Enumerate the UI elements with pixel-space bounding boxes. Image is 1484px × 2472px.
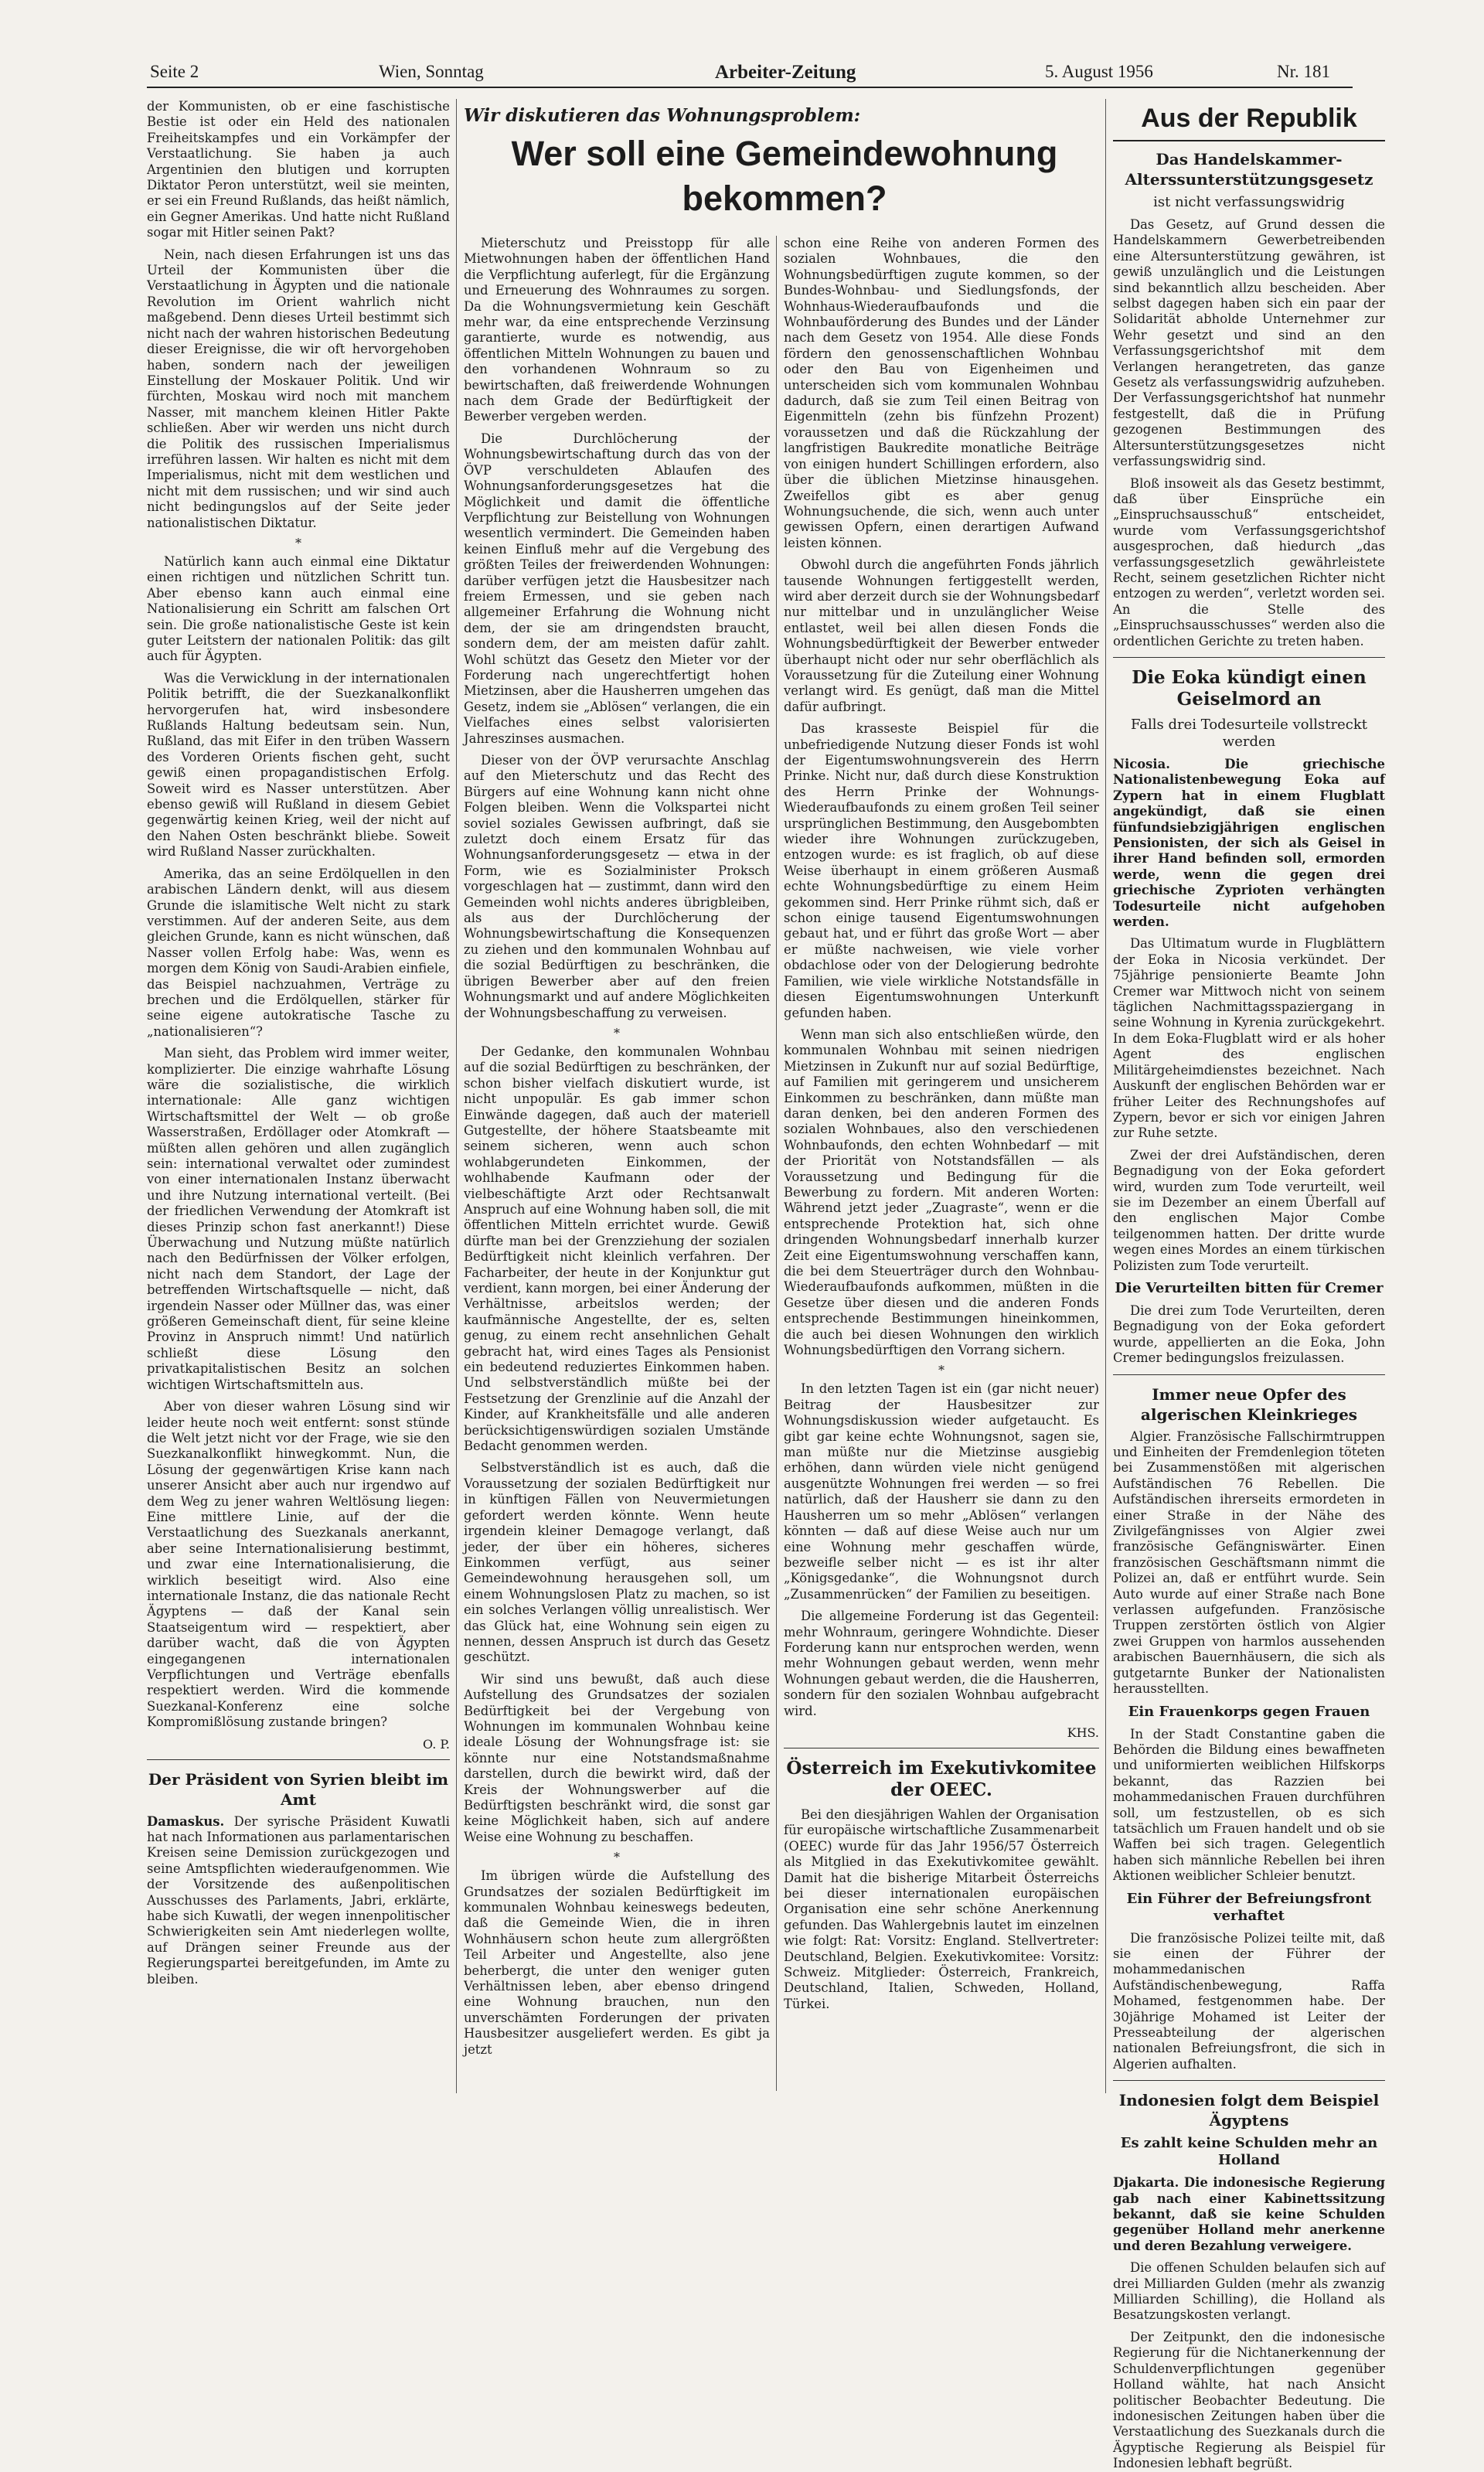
paragraph: Der Zeitpunkt, den die indonesische Regierung für die Nichtanerkennung der Schuldenverpflichtungen gegenüber Holland wählte, hat nach Ansicht politischer Beobachter Bedeutung. Die indonesischen Zeitungen haben über die Verstaatlichung des Suezkanals durch die Ägyptische Regierung als Beispiel für Indonesien lebhaft begrüßt. bbox=[1113, 2329, 1385, 2471]
subline-eoka: Falls drei Todesurteile vollstreckt werden bbox=[1130, 716, 1368, 750]
paragraph: Man sieht, das Problem wird immer weiter, komplizierter. Die einzige wahrhafte Lösung wäre die sozialistische, die wirklich internationale: Alle ganz wichtigen Wirtschaftsmittel der Welt — ob große Wasserstraßen, Erdöllager oder Atomkraft — müßten allen gehören und allen zugänglich sein: international verwaltet oder zumindest von einer internationalen Instanz überwacht und ihre Nutzung international verteilt. (Bei der friedlichen Verwendung der Atomkraft ist dieses Prinzip schon fast anerkannt!) Diese Überwachung und Nutzung müßte natürlich nach den Bedürfnissen der Völker erfolgen, nicht nach dem Standort, der Lage der betreffenden Wirtschaftsquelle — nicht, daß irgendein Nasser oder Müllner das, was einer größeren Gemeinschaft dient, für seine kleine Provinz in Anspruch nimmt! Und natürlich schließt diese Lösung den privatkapitalistischen Besitz an solchen wichtigen Wirtschaftsmitteln aus. bbox=[147, 1046, 450, 1392]
paragraph: Wir sind uns bewußt, daß auch diese Aufstellung des Grundsatzes der sozialen Bedürftigkeit bei der Vergebung von Wohnungen im kommunalen Wohnbau keine ideale Lösung der Wohnungsfrage ist: sie könnte nur eine Notstandsmaßnahme darstellen, durch die bewirkt wird, daß der Kreis der Wohnungswerber auf die Bedürftigsten beschränkt wird, die sonst gar keine Möglichkeit haben, sich auf andere Weise eine Wohnung zu beschaffen. bbox=[464, 1671, 770, 1844]
article-headline: Wer soll eine Gemeindewohnung bekommen? bbox=[511, 134, 1058, 218]
paragraph: schon eine Reihe von anderen Formen des sozialen Wohnbaues, die den Wohnungsbedürftigen zugute kommen, so der Bundes-Wohnbau- und Siedlungsfonds, der Wohnhaus-Wiederaufbaufonds und die Wohnbauförderung des Bundes und der Länder nach dem Gesetz von 1954. Alle diese Fonds fördern den genossenschaftlichen Wohnbau oder den Bau von Eigenheimen und unterscheiden sich vom kommunalen Wohnbau dadurch, daß sie zum Teil einen Beitrag von Eigenmitteln (zehn bis fünfzehn Prozent) voraussetzen und daß die Rückzahlung der langfristigen Baukredite monatliche Beiträge von einigen hundert Schillingen erfordern, also über die üblichen Mietzinse hinausgehen. Zweifellos gibt es aber genug Wohnungsuchende, die sich, wenn auch unter gewissen Opfern, einen derartigen Aufwand leisten können. bbox=[784, 236, 1099, 550]
headline-frauenkorps: Ein Frauenkorps gegen Frauen bbox=[1128, 1703, 1370, 1720]
page-number: Seite 2 bbox=[150, 62, 199, 81]
paragraph: Die offenen Schulden belaufen sich auf drei Milliarden Gulden (mehr als zwanzig Milliarden Schilling), die Holland als Besatzungskosten verlangt. bbox=[1113, 2260, 1385, 2323]
divider bbox=[1113, 2080, 1385, 2081]
column-1 bbox=[147, 99, 450, 2093]
divider bbox=[147, 1759, 450, 1760]
article-kicker: Wir diskutieren das Wohnungsproblem: bbox=[464, 105, 861, 126]
column-2 bbox=[464, 236, 770, 2091]
column-rule bbox=[456, 99, 457, 2093]
lead-paragraph: Djakarta. Die indonesische Regierung gab nach einer Kabinettssitzung bekannt, daß sie keine Schulden gegenüber Holland mehr anerkenne und deren Bezahlung verweigere. bbox=[1113, 2175, 1385, 2253]
divider bbox=[1113, 657, 1385, 658]
main-article-header bbox=[464, 105, 1105, 235]
paragraph: Die französische Polizei teilte mit, daß sie einen der Führer der mohammedanischen Aufständischenbewegung, Raffa Mohamed, festgenommen habe. Der 30jährige Mohamed ist Leiter der Presseabteilung der algerischen nationalen Befreiungsfront, die sich in Algerien aufhalten. bbox=[1113, 1930, 1385, 2072]
headline-syria: Der Präsident von Syrien bleibt im Amt bbox=[148, 1769, 449, 1809]
paragraph: Natürlich kann auch einmal eine Diktatur einen richtigen und nützlichen Schritt tun. Aber ebenso kann auch einmal eine Nationalisierung ein Schritt am falschen Ort sein. Die große nationalistische Geste ist kein guter Leitstern der nationalen Politik: das gilt auch für Ägypten. bbox=[147, 553, 450, 664]
paragraph: Das krasseste Beispiel für die unbefriedigende Nutzung dieser Fonds ist wohl der Eigentumswohnungsverein des Herrn Prinke. Nicht nur, daß durch diese Konstruktion des Herrn Prinke der Wohnungs-Wiederaufbaufonds zu einem großen Teil seiner ursprünglichen Bestimmung, den Ausgebombten wieder ihre Wohnungen zurückzugeben, entzogen wurde: es ist fraglich, ob auf diese Weise überhaupt in einem größeren Ausmaß echte Wohnungsbedürftige zu einem Heim gekommen sind. Herr Prinke rühmt sich, daß er schon einige tausend Eigentumswohnungen gebaut hat, und er führt das große Wort — aber er müßte nachweisen, wie viele vorher obdachlose oder von der Delogierung bedrohte Familien, wie viele wirkliche Notstandsfälle in diesen Eigentumswohnungen Unterkunft gefunden haben. bbox=[784, 721, 1099, 1020]
subheadline-eoka: Die Verurteilten bitten für Cremer bbox=[1115, 1279, 1384, 1296]
lead-paragraph: Nicosia. Die griechische Nationalistenbewegung Eoka auf Zypern hat in einem Flugblatt angekündigt, daß sie einen fünfundsiebzigjährigen englischen Pensionisten, der sich als Geisel in ihrer Hand befinden soll, ermorden werde, wenn die gegen drei griechische Zyprioten verhängten Todesurteile nicht aufgehoben werden. bbox=[1113, 756, 1385, 930]
headline-indonesia: Indonesien folgt dem Beispiel Ägyptens bbox=[1118, 2091, 1380, 2130]
separator-star: * bbox=[938, 1363, 945, 1378]
subline-indonesia: Es zahlt keine Schulden mehr an Holland bbox=[1120, 2135, 1378, 2169]
paragraph: Obwohl durch die angeführten Fonds jährlich tausende Wohnungen fertiggestellt werden, wird aber derzeit durch sie der Wohnungsbedarf nur mittelbar und in unzulänglicher Weise entlastet, weil bei allen diesen Fonds die Wohnungsbedürftigkeit der Bewerber entweder überhaupt nicht oder nur sehr oberflächlich als Voraussetzung für die Zuteilung einer Wohnung verlangt wird. Es genügt, daß man die Mittel dafür aufbringt. bbox=[784, 557, 1099, 714]
city-day: Wien, Sonntag bbox=[379, 62, 484, 81]
paragraph: Amerika, das an seine Erdölquellen in den arabischen Ländern denkt, will aus diesem Grunde die islamitische Welt nicht zu stark verstimmen. Auf der anderen Seite, aus dem gleichen Grunde, kann es nicht wünschen, daß Nasser vollen Erfolg habe: Was, wenn es morgen dem König von Saudi-Arabien einfiele, das Beispiel nachzuahmen, Verträge zu brechen und die Erdölquellen, stärker für seine eigene autokratische Tasche zu „nationalisieren“? bbox=[147, 866, 450, 1039]
syria-body: Der syrische Präsident Kuwatli hat nach Informationen aus parlamentarischen Kreisen seine Demission zurückgezogen und seine Amtspflichten wiederaufgenommen. Wie der Vorsitzende des außenpolitischen Ausschusses des Parlaments, Jabri, erklärte, habe sich Kuwatli, der wegen innenpolitischer Schwierigkeiten sein Amt niederlegen wollte, auf Drängen seiner Freunde aus der Regierungspartei bereitgefunden, im Amte zu bleiben. bbox=[147, 1813, 450, 1987]
dateline: Damaskus. bbox=[147, 1813, 225, 1829]
column-rule bbox=[776, 236, 777, 2091]
separator-star: * bbox=[614, 1850, 620, 1865]
signature: KHS. bbox=[1067, 1725, 1099, 1740]
column-4 bbox=[1113, 99, 1385, 2471]
issue-date: 5. August 1956 bbox=[1045, 62, 1153, 81]
paragraph: Was die Verwicklung in der internationalen Politik betrifft, die der Suezkanalkonflikt hervorgerufen hat, wird insbesondere Rußlands Haltung bedeutsam sein. Nun, Rußland, das mit Eifer in den trüben Wassern des Vorderen Orients fischen geht, sucht gewiß einen propagandistischen Erfolg. Soweit wird es Nasser unterstützen. Aber ebenso gewiß will Rußland in diesem Gebiet gegenwärtig keinen Krieg, weil der nicht auf den Nahen Osten beschränkt bliebe. Soweit wird Rußland Nasser zurückhalten. bbox=[147, 670, 450, 860]
signature: O. P. bbox=[423, 1736, 450, 1752]
paragraph: Selbstverständlich ist es auch, daß die Voraussetzung der sozialen Bedürftigkeit nur in künftigen Fällen von Neuvermietungen gefordert werden könnte. Wenn heute irgendein kleiner Demagoge verlangt, daß jeder, der über ein höheres, sicheres Einkommen verfügt, aus seiner Gemeindewohnung herausgehen soll, um einem Wohnungslosen Platz zu machen, so ist ein solches Verlangen völlig unrealistisch. Wer das Glück hat, eine Wohnung sein eigen zu nennen, dessen Anspruch ist durch das Gesetz geschützt. bbox=[464, 1460, 770, 1665]
paragraph: Wenn man sich also entschließen würde, den kommunalen Wohnbau mit seinen niedrigen Mietzinsen in Zukunft nur auf sozial Bedürftige, auf Familien mit geringerem und unsicherem Einkommen zu beschränken, dann müßte man daran denken, bei den anderen Formen des sozialen Wohnbaues, also den verschiedenen Wohnbaufonds, den echten Wohnbedarf — mit der Priorität von Notstandsfällen — als Voraussetzung und Bedingung für die Bewerbung zu fordern. Mit anderen Worten: Während jetzt jeder „Zuagraste“, wenn er die entsprechende Protektion hat, sich ohne dringenden Wohnungsbedarf innerhalb kurzer Zeit eine Eigentumswohnung verschaffen kann, die bei dem Steuerträger durch den Wohnbau-Wiederaufbaufonds aufkommen, müßten in die Gesetze über diesen und die anderen Fonds entsprechende Bestimmungen hineinkommen, die auch bei diesen Wohnungen den wirklich Wohnungsbedürftigen den Vorrang sichern. bbox=[784, 1027, 1099, 1358]
headline-oeec: Österreich im Exekutivkomitee der OEEC. bbox=[786, 1757, 1097, 1800]
subline-republic: ist nicht verfassungswidrig bbox=[1153, 194, 1345, 210]
paragraph: Das Gesetz, auf Grund dessen die Handelskammern Gewerbetreibenden eine Altersunterstützung gewähren, ist gewiß unzulänglich und die Leistungen sind bekanntlich allzu bescheiden. Aber selbst dagegen haben sich ein paar der Solidarität abholde Unternehmer zur Wehr gesetzt und sind an den Verfassungsgerichtshof mit dem Verlangen herangetreten, das ganze Gesetz als verfassungswidrig aufzuheben. Der Verfassungsgerichtshof hat nunmehr festgestellt, daß die in Prüfung gezogenen Bestimmungen des Altersunterstützungsgesetzes nicht verfassungswidrig sind. bbox=[1113, 217, 1385, 469]
column-rule bbox=[1105, 99, 1106, 2093]
paragraph: In den letzten Tagen ist ein (gar nicht neuer) Beitrag der Hausbesitzer zur Wohnungsdiskussion wieder aufgetaucht. Es gibt gar keine echte Wohnungsnot, sagen sie, man müßte nur die Mietzinse ausgiebig erhöhen, dann würden viele nicht genügend ausgenützte Wohnungen frei werden — so frei natürlich, daß der Hausherr sie dann zu den Hausherren um so mehr „Ablösen“ verlangen könnten — daß auf diese Weise auch nur um eine Wohnung mehr geschaffen würde, bezweifle selber nicht — es ist ihr alter „Königsgedanke“, die Wohnungsnot durch „Zusammenrücken“ der Familien zu beseitigen. bbox=[784, 1381, 1099, 1602]
paragraph: Dieser von der ÖVP verursachte Anschlag auf den Mieterschutz und das Recht des Bürgers auf eine Wohnung kann nicht ohne Folgen bleiben. Wenn die Volkspartei nicht soviel soziales Gewissen aufbringt, daß sie zuletzt doch einem Ersatz für das Wohnungsanforderungsgesetz — etwa in der Form, wie es Sozialminister Proksch vorgeschlagen hat — zustimmt, dann wird den Gemeinden wohl nichts anderes übrigbleiben, als aus der Durchlöcherung der Wohnungsbewirtschaftung die Konsequenzen zu ziehen und den kommunalen Wohnbau auf die sozial Bedürftigen zu beschränken, die übrigen Bewerber aber auf den freien Wohnungsmarkt und auf andere Möglichkeiten der Wohnungsbeschaffung zu verweisen. bbox=[464, 753, 770, 1020]
separator-star: * bbox=[614, 1025, 620, 1040]
headline-fuehrer: Ein Führer der Befreiungsfront verhaftet bbox=[1126, 1890, 1372, 1924]
divider bbox=[1113, 1374, 1385, 1375]
headline-republic: Das Handelskammer-Alterssunterstützungsgesetz bbox=[1125, 150, 1373, 189]
paragraph: Nein, nach diesen Erfahrungen ist uns das Urteil der Kommunisten über die Verstaatlichung in Ägypten und die nationale Revolution im Orient wahrlich nicht maßgebend. Denn dieses Urteil bestimmt sich nicht nach der wahren historischen Bedeutung dieser Ereignisse, die wir oft hervorgehoben haben, sondern nach der jeweiligen Einstellung der Moskauer Politik. Und wir fürchten, Moskau wird noch mit manchem Nasser, mit manchem kleinen Hitler Pakte schließen. Aber wir werden uns nicht durch die Politik des russischen Imperialismus irreführen lassen. Wir halten es nicht mit dem Imperialismus, nicht mit dem westlichen und nicht mit dem russischen; und wir sind auch nicht bedingungslos auf der Seite jeder nationalistischen Diktatur. bbox=[147, 247, 450, 530]
paragraph: Die drei zum Tode Verurteilten, deren Begnadigung von der Eoka gefordert wurde, appellierten an die Eoka, John Cremer bedingungslos freizulassen. bbox=[1113, 1302, 1385, 1366]
masthead bbox=[147, 60, 1353, 88]
paragraph: Aber von dieser wahren Lösung sind wir leider heute noch weit entfernt: sonst stünde die Welt jetzt nicht vor der Frage, wie sie den Suezkanalkonflikt hinwegkommt. Nun, die Lösung der gegenwärtigen Krise kann nach unserer Ansicht aber auch nur irgendwo auf dem Weg zu jener wahren Weltlösung liegen: Eine mittlere Linie, auf der die Verstaatlichung des Suezkanals anerkannt, aber seine Internationalisierung bestimmt, und zwar eine Internationalisierung, die wirklich beseitigt wird. Also eine internationale Instanz, die das nationale Recht Ägyptens — daß der Kanal sein Staatseigentum wird — respektiert, aber darüber wacht, daß die von Ägypten eingegangenen internationalen Verpflichtungen und Verträge ebenfalls respektiert werden. Wird die kommende Suezkanal-Konferenz eine solche Kompromißlösung zustande bringen? bbox=[147, 1399, 450, 1730]
paragraph: Die Durchlöcherung der Wohnungsbewirtschaftung durch das von der ÖVP verschuldeten Ablaufen des Wohnungsanforderungsgesetzes hat die Möglichkeit und damit die öffentliche Verpflichtung zur Beistellung von Wohnungen wesentlich vermindert. Die Gemeinden haben keinen Einfluß mehr auf die Vergebung des größten Teiles der freiwerdenden Wohnungen: darüber verfügen jetzt die Hausbesitzer nach freiem Ermessen, und sie geben nach allgemeiner Erfahrung die Wohnung nicht dem, der sie am dringendsten braucht, sondern dem, der am meisten dafür zahlt. Wohl schützt das Gesetz den Mieter vor der Forderung nach ungerechtfertigt hohen Mietzinsen, aber die Hausherren umgehen das Gesetz, indem sie „Ablösen“ verlangen, die ein Vielfaches eines selbst valorisierten Jahreszinses ausmachen. bbox=[464, 431, 770, 746]
paragraph: der Kommunisten, ob er eine faschistische Bestie ist oder ein Held des nationalen Freiheitskampfes und ein Vorkämpfer der Verstaatlichung. Sie haben ja auch Argentinien den blutigen und korrupten Diktator Peron unterstützt, weil sie meinten, er sei ein Freund Rußlands, das heißt nämlich, ein Gegner Amerikas. Und hatte nicht Rußland sogar mit Hitler seinen Pakt? bbox=[147, 99, 450, 240]
separator-star: * bbox=[295, 535, 301, 550]
paper-name: Arbeiter-Zeitung bbox=[715, 62, 856, 83]
paragraph: Die allgemeine Forderung ist das Gegenteil: mehr Wohnraum, geringere Wohndichte. Dieser Forderung kann nur entsprochen werden, wenn mehr Wohnungen gebaut werden, wenn mehr Wohnungen gebaut werden, die die Hausherren, sondern für den sozialen Wohnbau aufgebracht wird. bbox=[784, 1609, 1099, 1718]
oeec-text: Bei den diesjährigen Wahlen der Organisation für europäische wirtschaftliche Zusammenarbeit (OEEC) wurde für das Jahr 1956/57 Österreich als Mitglied in das Exekutivkomitee gewählt. Damit hat die bisherige Mitarbeit Österreichs bei dieser internationalen europäischen Organisation eine sehr schöne Anerkennung gefunden. Das Wahlergebnis lautet im einzelnen wie folgt: Rat: Vorsitz: England. Stellvertreter: Deutschland, Belgien. Exekutivkomitee: Vorsitz: Schweiz. Mitglieder: Österreich, Frankreich, Deutschland, Italien, Schweden, Holland, Türkei. bbox=[784, 1806, 1099, 2011]
paragraph: Im übrigen würde die Aufstellung des Grundsatzes der sozialen Bedürftigkeit im kommunalen Wohnbau keineswegs bedeuten, daß die Gemeinde Wien, die in ihren Wohnhäusern schon heute zum allergrößten Teil Arbeiter und Angestellte, also jene beherbergt, die unter den weniger guten Verhältnissen leben, aber ebenso dringend eine Wohnung brauchen, nun den unverschämten Forderungen der privaten Hausbesitzer ausgeliefert werden. Es gibt ja jetzt bbox=[464, 1868, 770, 2057]
syria-text bbox=[147, 1814, 450, 1987]
headline-algeria: Immer neue Opfer des algerischen Kleinkrieges bbox=[1140, 1384, 1358, 1424]
paragraph: Der Gedanke, den kommunalen Wohnbau auf die sozial Bedürftigen zu beschränken, der schon bisher vielfach diskutiert wurde, ist nicht unpopulär. Es gab immer schon Einwände dagegen, daß auch der materiell Gutgestellte, der höhere Staatsbeamte mit seinem sicheren, wenn auch schon wohlabgerundeten Einkommen, der wohlhabende Kaufmann oder der vielbeschäftigte Arzt oder Rechtsanwalt Anspruch auf eine Wohnung haben soll, die mit öffentlichen Mitteln errichtet wurde. Gewiß dürfte man bei der Grenzziehung der sozialen Bedürftigkeit nicht kleinlich verfahren. Der Facharbeiter, der heute in der Konjunktur gut verdient, kann morgen, bei einer Änderung der Verhältnisse, arbeitslos werden; der kaufmännische Angestellte, der es, selten genug, zu einem recht ansehnlichen Gehalt gebracht hat, wird eines Tages als Pensionist ein bedeutend reduziertes Einkommen haben. Und selbstverständlich müßte bei der Festsetzung der Grenzlinie auf die Anzahl der Kinder, auf Krankheitsfälle und alle anderen berücksichtigenswürdigen sozialen Umstände Bedacht genommen werden. bbox=[464, 1044, 770, 1454]
issue-number: Nr. 181 bbox=[1277, 62, 1330, 81]
paragraph: In der Stadt Constantine gaben die Behörden die Bildung eines bewaffneten und uniformierten weiblichen Hilfskorps bekannt, das Razzien bei mohammedanischen Frauen durchführen soll, um festzustellen, ob es sich tatsächlich um Frauen handelt und ob sie Waffen bei sich tragen. Gelegentlich haben sich männliche Rebellen bei ihren Aktionen weiblicher Schleier benutzt. bbox=[1113, 1726, 1385, 1884]
paragraph: Bloß insoweit als das Gesetz bestimmt, daß über Einsprüche ein „Einspruchsausschuß“ entscheidet, wurde vom Verfassungsgerichtshof ausgesprochen, daß hiedurch „das verfassungsgesetzlich gewährleistete Recht, seinem gesetzlichen Richter nicht entzogen zu werden“, verletzt worden sei. An die Stelle des „Einspruchsausschusses“ werden also die ordentlichen Gerichte zu treten haben. bbox=[1113, 475, 1385, 649]
column-3 bbox=[784, 236, 1099, 2091]
paragraph: Algier. Französische Fallschirmtruppen und Einheiten der Fremdenlegion töteten bei Zusammenstößen mit algerischen Aufständischen 76 Rebellen. Die Aufständischen ihrerseits ermordeten in einer Straße in der Nähe des Zivilgefängnisses von Algier zwei französische Gefängniswärter. Einen französischen Geschäftsmann nimmt die Polizei an, daß er entführt wurde. Sein Auto wurde auf einer Straße nach Bone verlassen aufgefunden. Französische Truppen zerstörten östlich von Algier zwei Gruppen von harmlos aussehenden arabischen Bauernhäusern, die sich als gutgetarnte Bunker der Nationalisten herausstellten. bbox=[1113, 1428, 1385, 1697]
headline-eoka: Die Eoka kündigt einen Geiselmord an bbox=[1132, 666, 1367, 710]
paragraph: Das Ultimatum wurde in Flugblättern der Eoka in Nicosia verkündet. Der 75jährige pensionierte Beamte John Cremer war Mittwoch nicht von seinem täglichen Nachmittagsspaziergang in seine Wohnung in Kyrenia zurückgekehrt. In dem Eoka-Flugblatt wird er als hoher Agent des englischen Militärgeheimdienstes bezeichnet. Nach Auskunft der englischen Behörden war er früher Leiter des Rechnungshofes auf Zypern, bevor er sich vor einigen Jahren zur Ruhe setzte. bbox=[1113, 936, 1385, 1141]
paragraph: Mieterschutz und Preisstopp für alle Mietwohnungen haben der öffentlichen Hand die Verpflichtung auferlegt, für die Ergänzung und Erneuerung des Wohnraumes zu sorgen. Da die Wohnungsvermietung kein Geschäft mehr war, da eine entsprechende Verzinsung garantierte, wurde es notwendig, aus öffentlichen Mitteln Wohnungen zu bauen und den vorhandenen Wohnraum so zu bewirtschaften, daß freiwerdende Wohnungen nach dem Grade der Bedürftigkeit der Bewerber vergeben werden. bbox=[464, 236, 770, 424]
paragraph: Zwei der drei Aufständischen, deren Begnadigung von der Eoka gefordert wird, wurden zum Tode verurteilt, weil sie im Dezember an einem Überfall auf den englischen Major Combe teilgenommen hatten. Der dritte wurde wegen eines Mordes an einem türkischen Polizisten zum Tode verurteilt. bbox=[1113, 1147, 1385, 1273]
section-title: Aus der Republik bbox=[1113, 99, 1385, 141]
